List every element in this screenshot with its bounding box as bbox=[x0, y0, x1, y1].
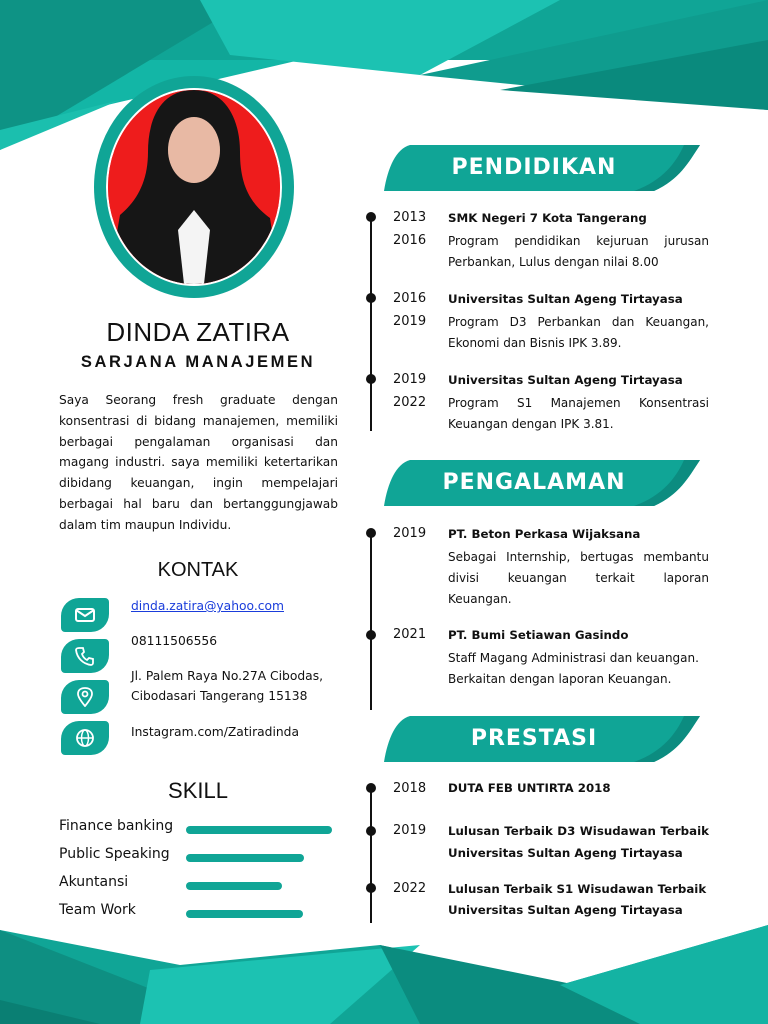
education-school: Universitas Sultan Ageng Tirtayasa bbox=[448, 373, 683, 387]
education-school: Universitas Sultan Ageng Tirtayasa bbox=[448, 292, 683, 306]
contact-heading: KONTAK bbox=[157, 559, 239, 581]
skill-level-bar bbox=[186, 826, 332, 834]
timeline-dot bbox=[366, 374, 376, 384]
achievement-banner bbox=[384, 716, 700, 762]
education-desc-line-2: Ekonomi dan Bisnis IPK 3.89. bbox=[448, 336, 622, 350]
experience-desc-line-2: divisi keuangan terkait laporan bbox=[448, 571, 709, 585]
education-heading: PENDIDIKAN bbox=[451, 155, 617, 180]
education-banner bbox=[384, 145, 700, 191]
globe-icon bbox=[61, 721, 109, 755]
achievement-year: 2019 bbox=[393, 823, 427, 838]
address-line-2: Cibodasari Tangerang 15138 bbox=[131, 689, 308, 703]
achievement-subtitle: Universitas Sultan Ageng Tirtayasa bbox=[448, 903, 683, 917]
experience-desc-line-1: Sebagai Internship, bertugas membantu bbox=[448, 550, 709, 564]
skill-label: Akuntansi bbox=[59, 874, 129, 890]
skill-level-bar bbox=[186, 882, 282, 890]
achievement-subtitle: Universitas Sultan Ageng Tirtayasa bbox=[448, 846, 683, 860]
instagram-handle: Instagram.com/Zatiradinda bbox=[131, 725, 300, 739]
year-start: 2019 bbox=[393, 372, 427, 387]
achievement-timeline-line bbox=[370, 785, 372, 923]
experience-year: 2021 bbox=[393, 627, 427, 642]
achievement-heading: PRESTASI bbox=[470, 726, 598, 751]
timeline-dot bbox=[366, 212, 376, 222]
address-line-1: Jl. Palem Raya No.27A Cibodas, bbox=[131, 669, 324, 683]
skill-label: Team Work bbox=[59, 902, 136, 918]
skill-label: Finance banking bbox=[59, 818, 174, 834]
year-end: 2022 bbox=[393, 395, 427, 410]
experience-timeline-line bbox=[370, 530, 372, 710]
education-school: SMK Negeri 7 Kota Tangerang bbox=[448, 211, 647, 225]
timeline-dot bbox=[366, 293, 376, 303]
education-desc-line-1: Program S1 Manajemen Konsentrasi bbox=[448, 396, 709, 410]
location-icon bbox=[61, 680, 109, 714]
experience-company: PT. Bumi Setiawan Gasindo bbox=[448, 628, 629, 642]
phone-number: 08111506556 bbox=[131, 634, 218, 648]
timeline-dot bbox=[366, 528, 376, 538]
about-text: Saya Seorang fresh graduate dengan konsentrasi di bidang manajemen, memiliki berbagai pengalaman organisasi dan magang industri. saya memiliki ketertarikan dibidang keuangan, ingin mempelajari berbagai hal baru dan bertanggungjawab dalam tim maupun Individu. bbox=[59, 393, 338, 532]
education-desc-line-1: Program pendidikan kejuruan jurusan bbox=[448, 234, 709, 248]
skill-label: Public Speaking bbox=[59, 846, 170, 862]
phone-icon bbox=[61, 639, 109, 673]
achievement-year: 2018 bbox=[393, 781, 427, 796]
skill-level-bar bbox=[186, 854, 304, 862]
experience-heading: PENGALAMAN bbox=[442, 470, 626, 495]
achievement-title: Lulusan Terbaik D3 Wisudawan Terbaik bbox=[448, 824, 709, 838]
year-end: 2019 bbox=[393, 314, 427, 329]
education-desc-line-2: Perbankan, Lulus dengan nilai 8.00 bbox=[448, 255, 659, 269]
email-icon bbox=[61, 598, 109, 632]
timeline-dot bbox=[366, 630, 376, 640]
year-start: 2016 bbox=[393, 291, 427, 306]
timeline-dot bbox=[366, 826, 376, 836]
experience-desc-line-2: Berkaitan dengan laporan Keuangan. bbox=[448, 672, 672, 686]
experience-desc-line-3: Keuangan. bbox=[448, 592, 512, 606]
education-desc-line-1: Program D3 Perbankan dan Keuangan, bbox=[448, 315, 709, 329]
experience-year: 2019 bbox=[393, 526, 427, 541]
person-name: DINDA ZATIRA bbox=[106, 317, 290, 347]
achievement-title: DUTA FEB UNTIRTA 2018 bbox=[448, 781, 611, 795]
timeline-dot bbox=[366, 883, 376, 893]
profile-photo bbox=[108, 90, 280, 284]
year-end: 2016 bbox=[393, 233, 427, 248]
experience-company: PT. Beton Perkasa Wijaksana bbox=[448, 527, 641, 541]
degree-title: SARJANA MANAJEMEN bbox=[80, 353, 316, 371]
email-link[interactable]: dinda.zatira@yahoo.com bbox=[131, 599, 284, 613]
achievement-title: Lulusan Terbaik S1 Wisudawan Terbaik bbox=[448, 882, 707, 896]
education-desc-line-2: Keuangan dengan IPK 3.81. bbox=[448, 417, 614, 431]
year-start: 2013 bbox=[393, 210, 427, 225]
education-timeline-line bbox=[370, 213, 372, 431]
experience-desc-line-1: Staff Magang Administrasi dan keuangan. bbox=[448, 651, 699, 665]
experience-banner bbox=[384, 460, 700, 506]
achievement-year: 2022 bbox=[393, 881, 427, 896]
timeline-dot bbox=[366, 783, 376, 793]
skill-level-bar bbox=[186, 910, 303, 918]
skill-heading: SKILL bbox=[168, 778, 228, 803]
